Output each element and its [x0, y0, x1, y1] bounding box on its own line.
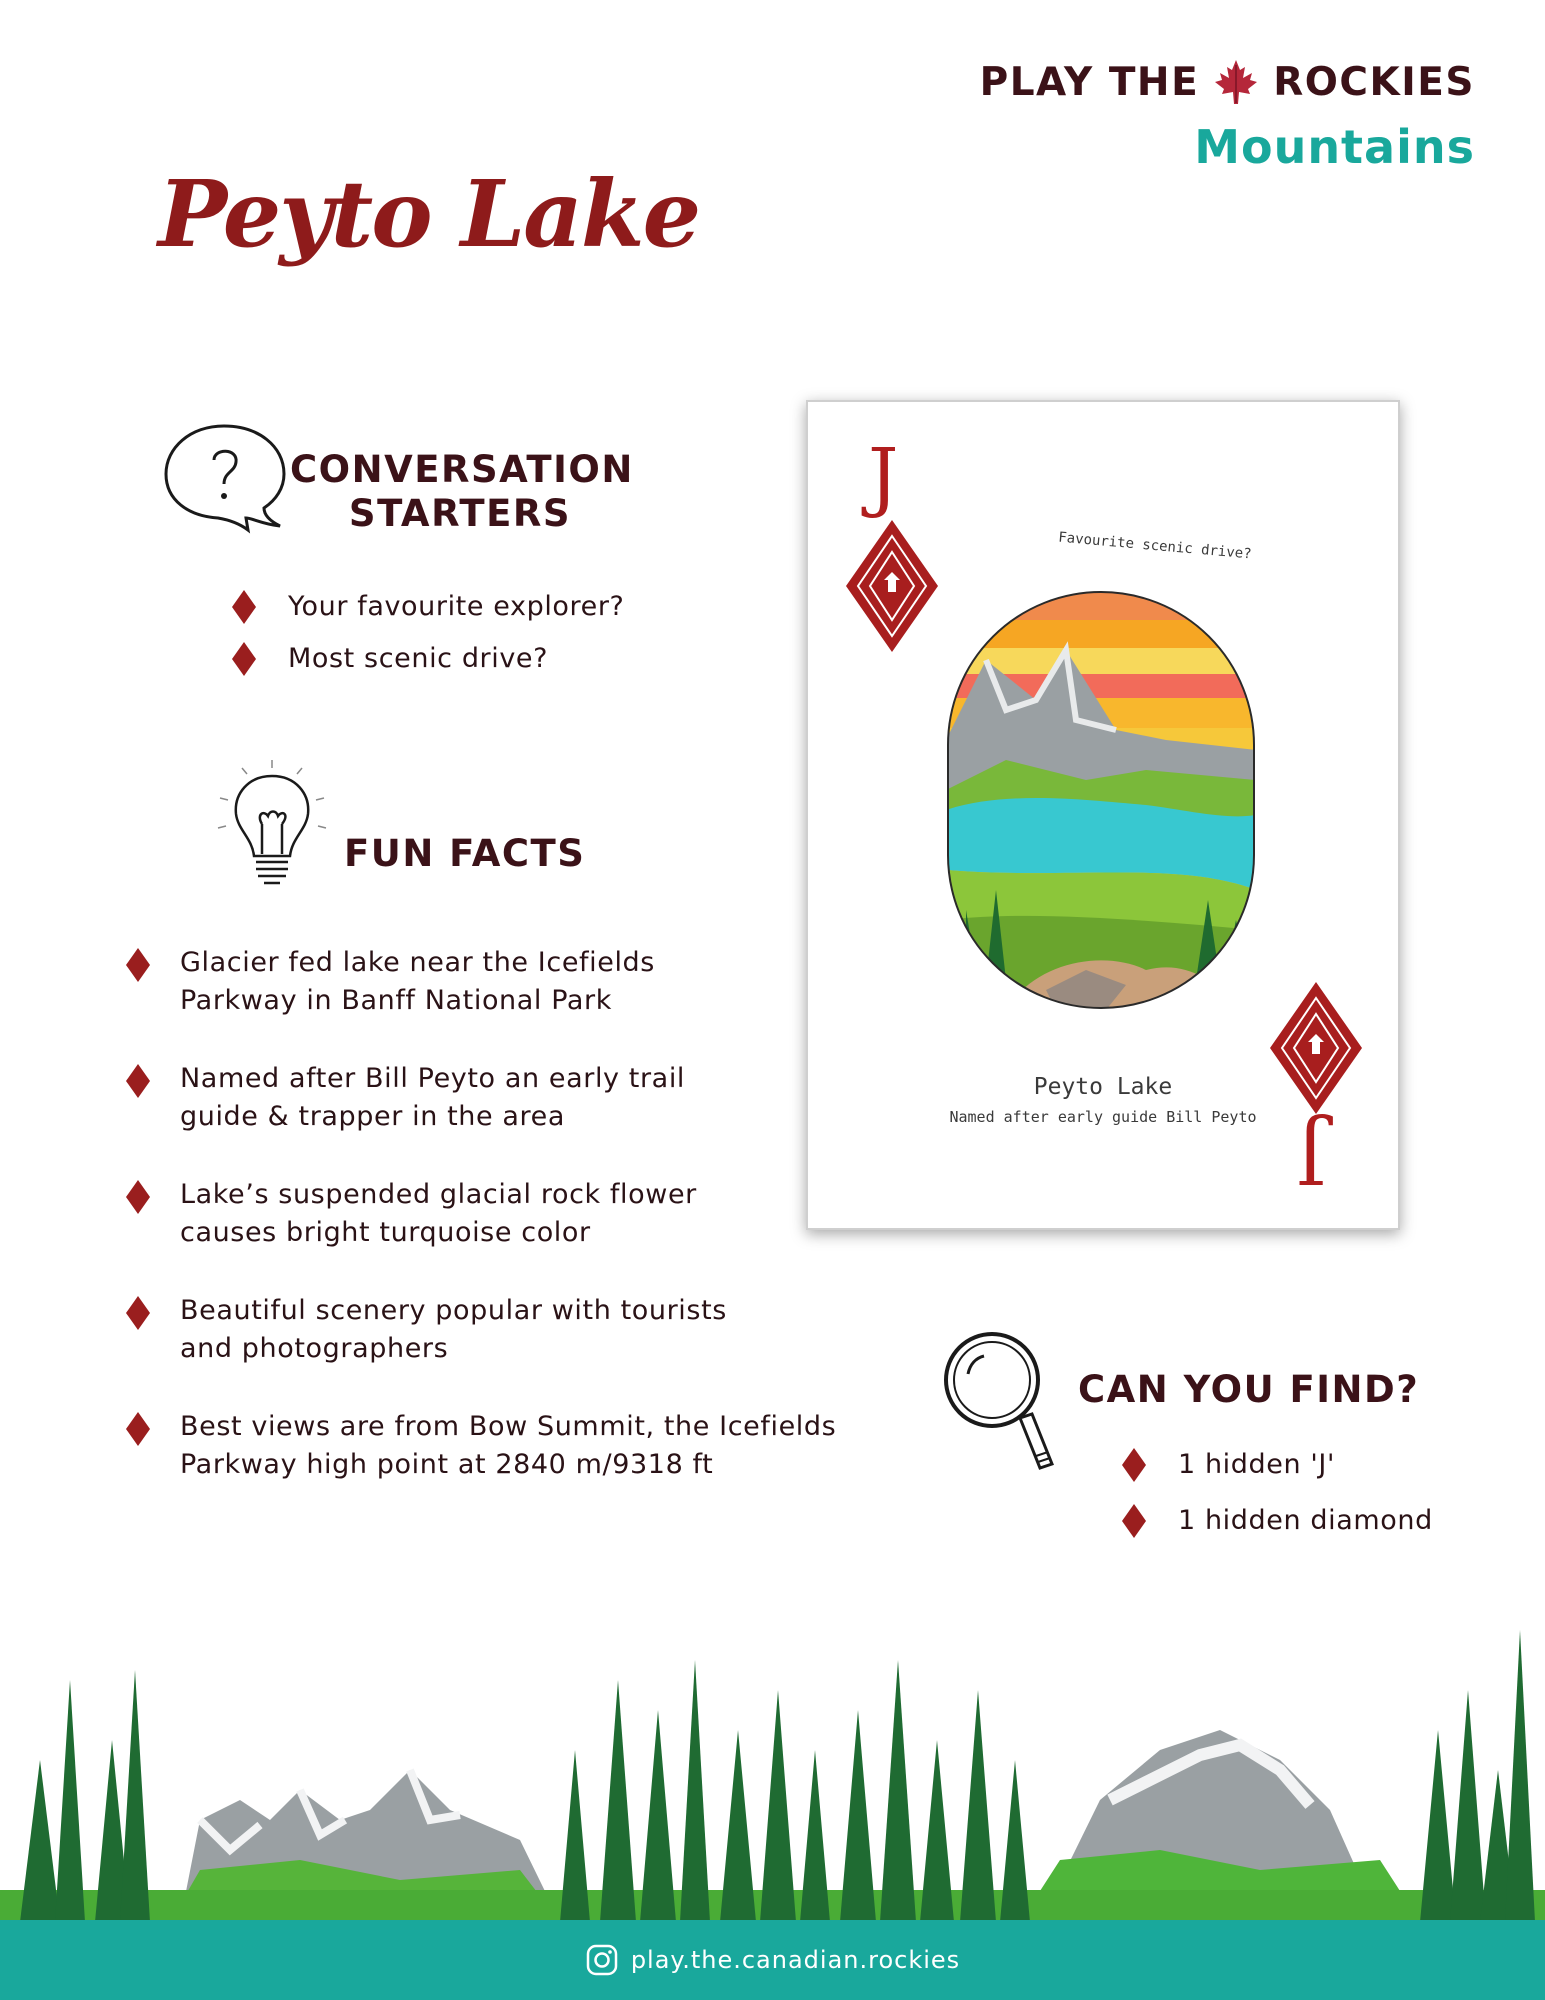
text-line: Beautiful scenery popular with tourists [180, 1295, 727, 1326]
can-you-find-list [1120, 1446, 1480, 1558]
list-item-text [180, 944, 655, 1020]
footer-bar [0, 1920, 1545, 2000]
diamond-bullet-icon [124, 1294, 152, 1332]
diamond-bullet-icon [1120, 1446, 1148, 1484]
list-item-text [180, 1408, 836, 1484]
card-caption: Favourite scenic drive? [1057, 529, 1253, 563]
lightbulb-icon [212, 758, 332, 898]
instagram-handle-link[interactable]: play.the.canadian.rockies [630, 1946, 961, 1974]
diamond-bullet-icon [124, 946, 152, 984]
magnifying-glass-icon [940, 1328, 1058, 1490]
list-item-text: 1 hidden 'J' [1178, 1449, 1335, 1480]
diamond-bullet-icon [230, 588, 258, 626]
playing-card [806, 400, 1400, 1230]
list-item-text [180, 1060, 685, 1136]
list-item-text [180, 1176, 697, 1252]
conversation-starters-list [230, 588, 750, 692]
list-item [124, 1176, 844, 1252]
text-line: Lake’s suspended glacial rock flower [180, 1179, 697, 1210]
text-line: Parkway high point at 2840 m/9318 ft [180, 1449, 714, 1480]
diamond-bullet-icon [124, 1410, 152, 1448]
card-name: Peyto Lake [1033, 1074, 1173, 1100]
list-item [230, 640, 750, 678]
list-item [124, 1408, 844, 1484]
text-line: and photographers [180, 1333, 449, 1364]
text-line: Best views are from Bow Summit, the Icefields [180, 1411, 837, 1442]
forest-mountain-landscape [0, 1620, 1545, 1922]
diamond-bullet-icon [230, 640, 258, 678]
heading-line: STARTERS [348, 492, 572, 535]
list-item [1120, 1446, 1480, 1484]
can-you-find-heading: CAN YOU FIND? [1078, 1368, 1420, 1411]
page-title: Peyto Lake [158, 160, 700, 268]
list-item [124, 1292, 844, 1368]
list-item [1120, 1502, 1480, 1540]
list-item-text [180, 1292, 727, 1368]
list-item [124, 944, 844, 1020]
speech-bubble-question-icon [160, 420, 290, 535]
category-subtitle: Mountains [1194, 120, 1475, 174]
diamond-bullet-icon [1120, 1502, 1148, 1540]
diamond-bullet-icon [124, 1178, 152, 1216]
peyto-lake-illustration [946, 590, 1256, 1010]
text-line: Named after Bill Peyto an early trail [180, 1063, 686, 1094]
conversation-starters-heading [290, 448, 634, 536]
maple-leaf-icon [1211, 57, 1261, 107]
brand-logo [835, 52, 1475, 112]
card-rank-bottom: J [1296, 1112, 1327, 1201]
list-item-text: Your favourite explorer? [288, 591, 625, 622]
diamond-bullet-icon [124, 1062, 152, 1100]
card-subtitle: Named after early guide Bill Peyto [949, 1108, 1257, 1126]
fun-facts-heading: FUN FACTS [344, 832, 586, 875]
list-item [230, 588, 750, 626]
list-item-text: 1 hidden diamond [1178, 1505, 1433, 1536]
diamond-suit-icon [844, 518, 940, 654]
text-line: Parkway in Banff National Park [180, 985, 612, 1016]
brand-text-right: ROCKIES [1273, 59, 1475, 105]
list-item-text: Most scenic drive? [288, 643, 549, 674]
text-line: causes bright turquoise color [180, 1217, 591, 1248]
text-line: Glacier fed lake near the Icefields [180, 947, 655, 978]
heading-line: CONVERSATION [290, 448, 634, 491]
list-item [124, 1060, 844, 1136]
card-rank-top: J [868, 431, 899, 520]
brand-text-left: PLAY THE [979, 59, 1200, 105]
instagram-icon[interactable] [585, 1943, 619, 1977]
text-line: guide & trapper in the area [180, 1101, 566, 1132]
fun-facts-list [124, 944, 844, 1524]
